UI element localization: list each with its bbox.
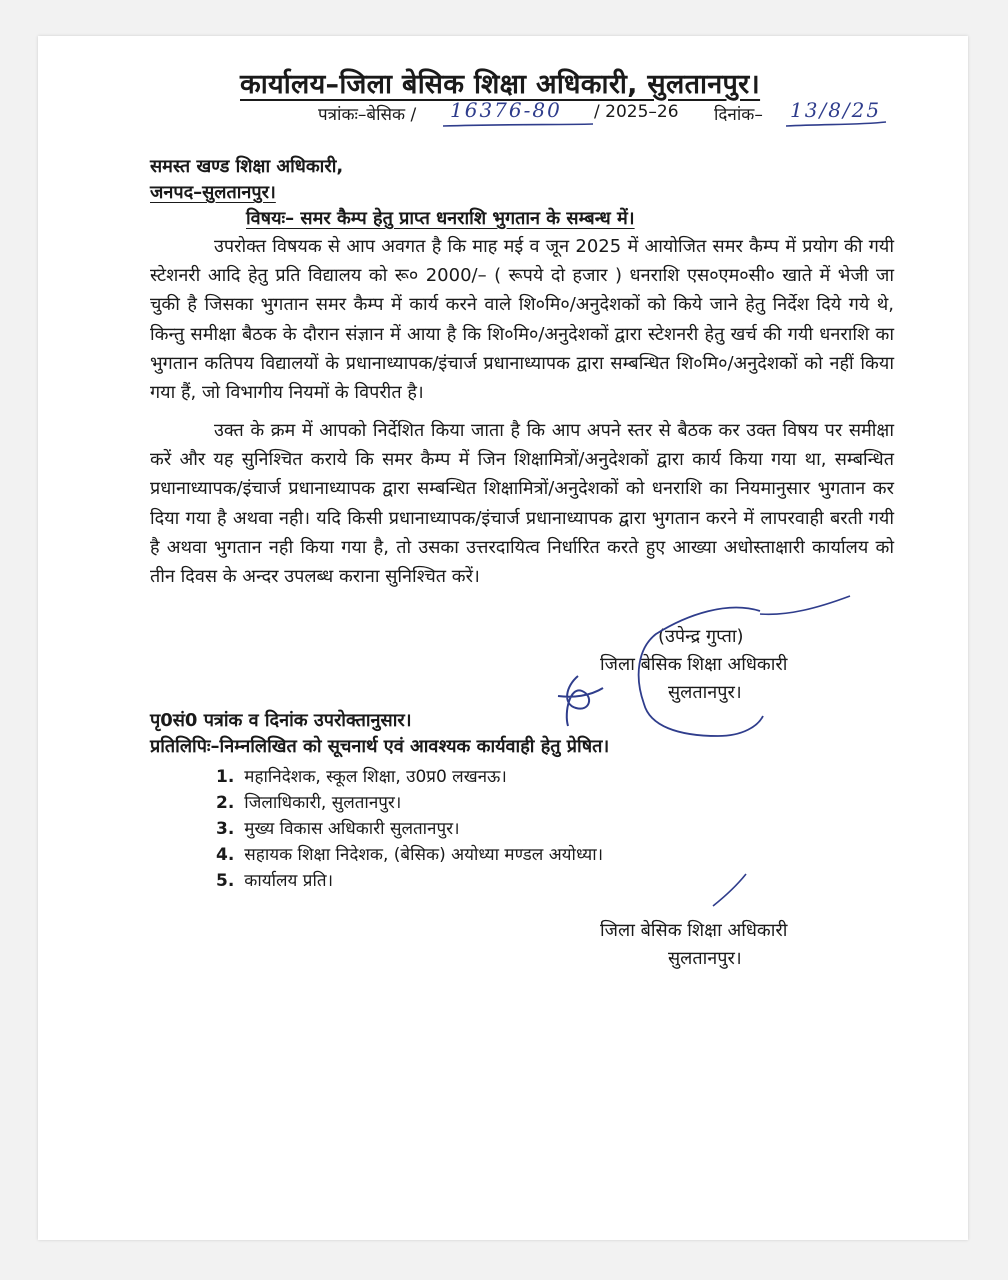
signatory-2-designation: जिला बेसिक शिक्षा अधिकारी — [600, 920, 788, 941]
signatory-2-place: सुलतानपुर। — [668, 948, 742, 969]
addressee-line-2: जनपद–सुलतानपुर। — [150, 182, 276, 203]
date-label: दिनांक– — [714, 105, 763, 125]
document-page — [38, 36, 968, 1240]
office-title: कार्यालय–जिला बेसिक शिक्षा अधिकारी, सुलतानपुर। — [240, 69, 761, 100]
copy-list-item: 3. मुख्य विकास अधिकारी सुलतानपुर। — [216, 819, 460, 839]
tick-stroke — [713, 874, 746, 906]
subject-line: विषयः– समर कैम्प हेतु प्राप्त धनराशि भुगतान के सम्बन्ध में। — [246, 208, 635, 229]
signature-tail-stroke — [760, 596, 850, 614]
date-underline-stroke — [786, 122, 886, 126]
initial-scribble-stroke — [558, 676, 603, 726]
addressee-line-1: समस्त खण्ड शिक्षा अधिकारी, — [150, 156, 344, 177]
signatory-name: (उपेन्द्र गुप्ता) — [658, 626, 744, 647]
copy-list-item: 1. महानिदेशक, स्कूल शिक्षा, उ0प्र0 लखनऊ। — [216, 767, 507, 787]
signatory-place: सुलतानपुर। — [668, 682, 742, 703]
endorsement-line: पृ0सं0 पत्रांक व दिनांक उपरोक्तानुसार। — [150, 710, 412, 731]
body-paragraph-1: उपरोक्त विषयक से आप अवगत है कि माह मई व जून 2025 में आयोजित समर कैम्प में प्रयोग की गयी स्टेशनरी आदि हेतु प्रति विद्यालय को रू० 2000/– ( रूपये दो हजार ) धनराशि एस०एम०सी० खाते में भेजी जा चुकी है जिसका भुगतान समर कैम्प में कार्य करने वाले शि०मि०/अनुदेशकों को किये जाने हेतु निर्देश दिये गये थे, किन्तु समीक्षा बैठक के दौरान संज्ञान में आया है कि शि०मि०/अनुदेशकों द्वारा स्टेशनरी हेतु खर्च की गयी धनराशि का भुगतान कतिपय विद्यालयों के प्रधानाध्यापक/इंचार्ज प्रधानाध्यापक द्वारा सम्बन्धित शि०मि०/अनुदेशकों को नहीं किया गया हैं, जो विभागीय नियमों के विपरीत है। — [150, 236, 894, 404]
copy-list-item: 5. कार्यालय प्रति। — [216, 871, 334, 891]
copy-to-heading: प्रतिलिपिः–निम्नलिखित को सूचनार्थ एवं आवश्यक कार्यवाही हेतु प्रेषित। — [150, 736, 610, 757]
ref-underline-stroke — [443, 124, 593, 126]
copy-list-item: 2. जिलाधिकारी, सुलतानपुर। — [216, 793, 402, 813]
reference-number-handwritten: 16376-80 — [450, 98, 562, 122]
reference-year: / 2025–26 — [594, 102, 679, 122]
reference-prefix: पत्रांकः–बेसिक / — [318, 105, 417, 125]
date-handwritten: 13/8/25 — [790, 98, 882, 122]
copy-list-item: 4. सहायक शिक्षा निदेशक, (बेसिक) अयोध्या मण्डल अयोध्या। — [216, 845, 604, 865]
body-paragraph-2: उक्त के क्रम में आपको निर्देशित किया जाता है कि आप अपने स्तर से बैठक कर उक्त विषय पर समीक्षा करें और यह सुनिश्चित कराये कि समर कैम्प में जिन शिक्षामित्रों/अनुदेशकों द्वारा कार्य किया गया था, सम्बन्धित प्रधानाध्यापक/इंचार्ज प्रधानाध्यापक द्वारा सम्बन्धित शिक्षामित्रों/अनुदेशकों को धनराशि का नियमानुसार भुगतान कर दिया गया है अथवा नही। यदि किसी प्रधानाध्यापक/इंचार्ज प्रधानाध्यापक द्वारा भुगतान करने में लापरवाही बरती गयी है अथवा भुगतान नही किया गया है, तो उसका उत्तरदायित्व निर्धारित करते हुए आख्या अधोस्ताक्षारी कार्यालय को तीन दिवस के अन्दर उपलब्ध कराना सुनिश्चित करें। — [150, 420, 894, 588]
signatory-designation: जिला बेसिक शिक्षा अधिकारी — [600, 654, 788, 675]
